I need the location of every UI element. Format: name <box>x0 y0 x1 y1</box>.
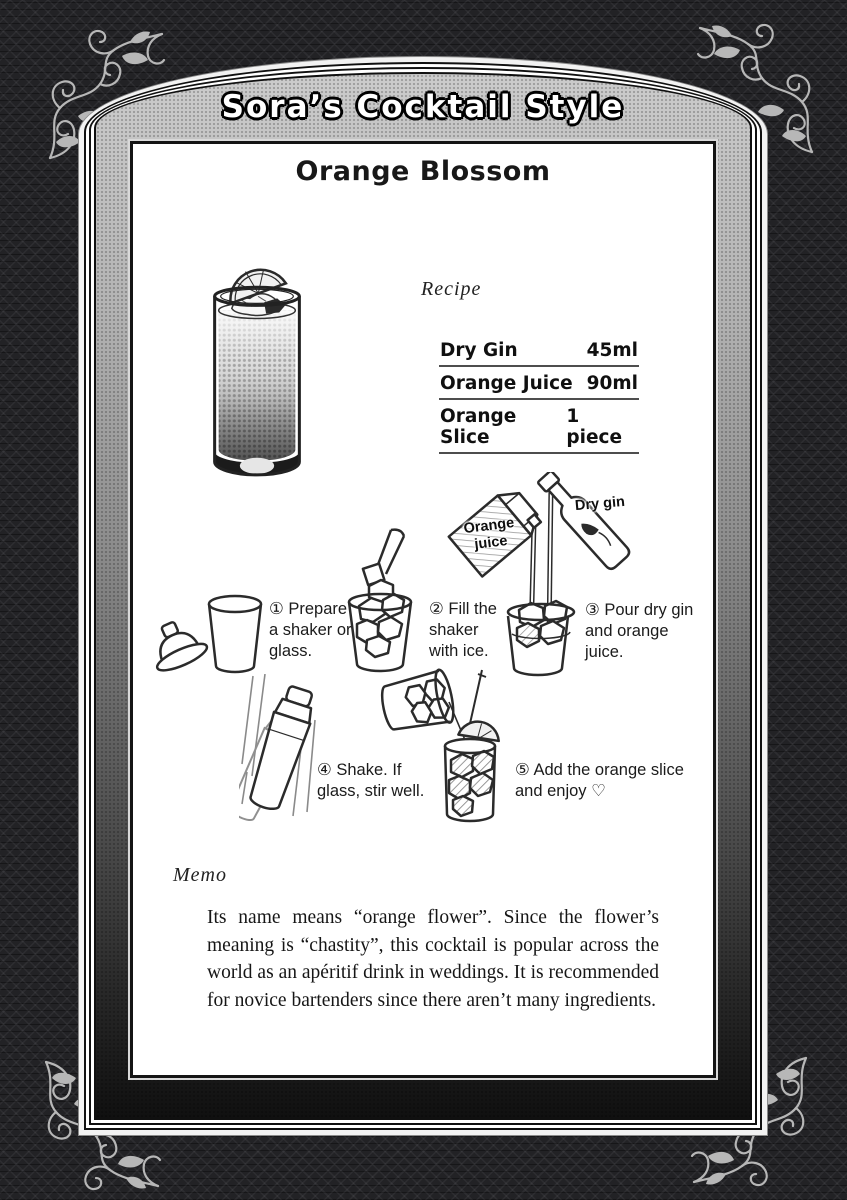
page-title: Sora’s Cocktail Style <box>221 89 625 125</box>
step-5-caption: ⑤ Add the orange slice and enjoy ♡ <box>515 761 684 800</box>
cocktail-glass-illustration <box>201 262 313 492</box>
ingredient-name: Orange Juice <box>440 373 573 394</box>
recipe-card <box>130 141 716 1078</box>
halftone-band <box>94 72 752 1120</box>
header <box>96 74 750 141</box>
shaker-parts-illustration <box>151 590 267 686</box>
step-1-caption: ① Prepare a shaker or glass. <box>269 600 352 660</box>
step-2-caption: ② Fill the shaker with ice. <box>429 600 497 660</box>
ingredient-table <box>439 334 639 454</box>
ingredient-name: Dry Gin <box>440 340 518 361</box>
serving-glass-illustration <box>379 668 507 826</box>
memo-paragraph: Its name means “orange flower”. Since the flower’s meaning is “chastity”, this cocktail is popular across the world as an apéritif drink in weddings. It is recommended for novice bartenders since there aren’t many ingredients. <box>207 907 659 1011</box>
ingredient-row <box>439 334 639 367</box>
recipe-heading: Recipe <box>421 278 482 300</box>
carton-label-line2: juice <box>473 532 509 553</box>
ingredient-name: Orange Slice <box>440 406 517 448</box>
ingredient-row <box>439 367 639 400</box>
ingredient-row <box>439 400 639 454</box>
step-3-caption: ③ Pour dry gin and orange juice. <box>585 601 694 661</box>
frame-stripe <box>89 67 757 1125</box>
shaking-shaker-illustration <box>239 674 321 826</box>
recipe-panel-frame <box>78 56 768 1136</box>
memo-heading: Memo <box>173 864 227 886</box>
ingredient-amount: 1 piece <box>566 406 623 448</box>
step-4-caption: ④ Shake. If glass, stir well. <box>317 761 425 800</box>
ice-tongs-glass-illustration <box>343 528 419 680</box>
dry-gin-bottle-label: Dry gin <box>574 493 626 515</box>
carton-label-line1: Orange <box>462 515 516 538</box>
frame-stripe <box>84 62 762 1130</box>
cocktail-name: Orange Blossom <box>295 156 551 187</box>
ingredient-amount: 45ml <box>586 340 638 361</box>
ingredient-amount: 90ml <box>586 373 638 394</box>
